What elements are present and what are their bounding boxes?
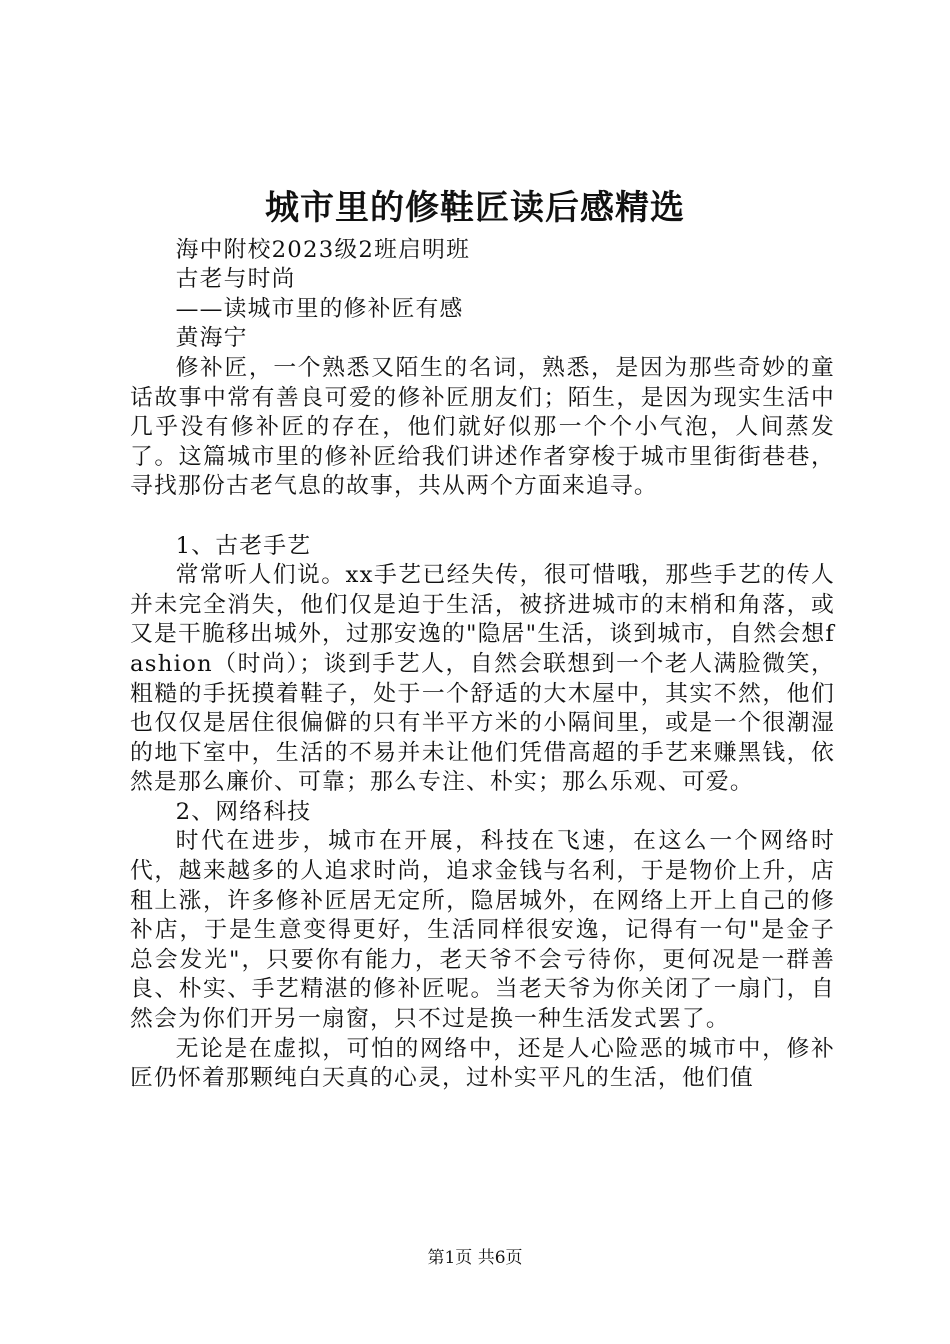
essay-subtitle-line: ——读城市里的修补匠有感 xyxy=(175,295,464,322)
closing-paragraph: 无论是在虚拟，可怕的网络中，还是人心险恶的城市中，修补匠仍怀着那颗纯白天真的心灵，过朴实平凡的生活，他们值 xyxy=(130,1035,835,1092)
class-info-line: 海中附校2023级2班启明班 xyxy=(175,236,471,263)
section-spacer xyxy=(130,502,835,532)
essay-title-line: 古老与时尚 xyxy=(175,266,296,293)
title-spacer xyxy=(130,206,835,236)
section-1-paragraph: 常常听人们说。xx手艺已经失传，很可惜哦，那些手艺的传人并未完全消失，他们仅是迫于生活，被挤进城市的末梢和角落，或又是干脆移出城外，过那安逸的"隐居"生活，谈到城市，自然会想fashion（时尚）；谈到手艺人，自然会联想到一个老人满脸微笑，粗糙的手抚摸着鞋子，处于一个舒适的大木屋中，其实不然，他们也仅仅是居住很偏僻的只有半平方米的小隔间里，或是一个很潮湿的地下室中，生活的不易并未让他们凭借高超的手艺来赚黑钱，依然是那么廉价、可靠；那么专注、朴实；那么乐观、可爱。 xyxy=(130,562,835,796)
author-line: 黄海宁 xyxy=(175,325,248,352)
intro-paragraph: 修补匠，一个熟悉又陌生的名词，熟悉，是因为那些奇妙的童话故事中常有善良可爱的修补匠朋友们；陌生，是因为现实生活中几乎没有修补匠的存在，他们就好似那一个个小气泡，人间蒸发了。这篇城市里的修补匠给我们讲述作者穿梭于城市里街街巷巷，寻找那份古老气息的故事，共从两个方面来追寻。 xyxy=(130,354,835,500)
document-title: 城市里的修鞋匠读后感精选 xyxy=(265,188,685,228)
section-2-heading: 2、网络科技 xyxy=(175,798,312,825)
section-2-paragraph: 时代在进步，城市在开展，科技在飞速，在这么一个网络时代，越来越多的人追求时尚，追求金钱与名利，于是物价上升，店租上涨，许多修补匠居无定所，隐居城外，在网络上开上自己的修补店，于是生意变得更好，生活同样很安逸，记得有一句"是金子总会发光"，只要你有能力，老天爷不会亏待你，更何况是一群善良、朴实、手艺精湛的修补匠呢。当老天爷为你关闭了一扇门，自然会为你们开另一扇窗，只不过是换一种生活发式罢了。 xyxy=(130,828,835,1033)
document-body xyxy=(130,206,835,1094)
page-number-footer: 第1页 共6页 xyxy=(427,1248,523,1268)
section-1-heading: 1、古老手艺 xyxy=(175,532,312,559)
